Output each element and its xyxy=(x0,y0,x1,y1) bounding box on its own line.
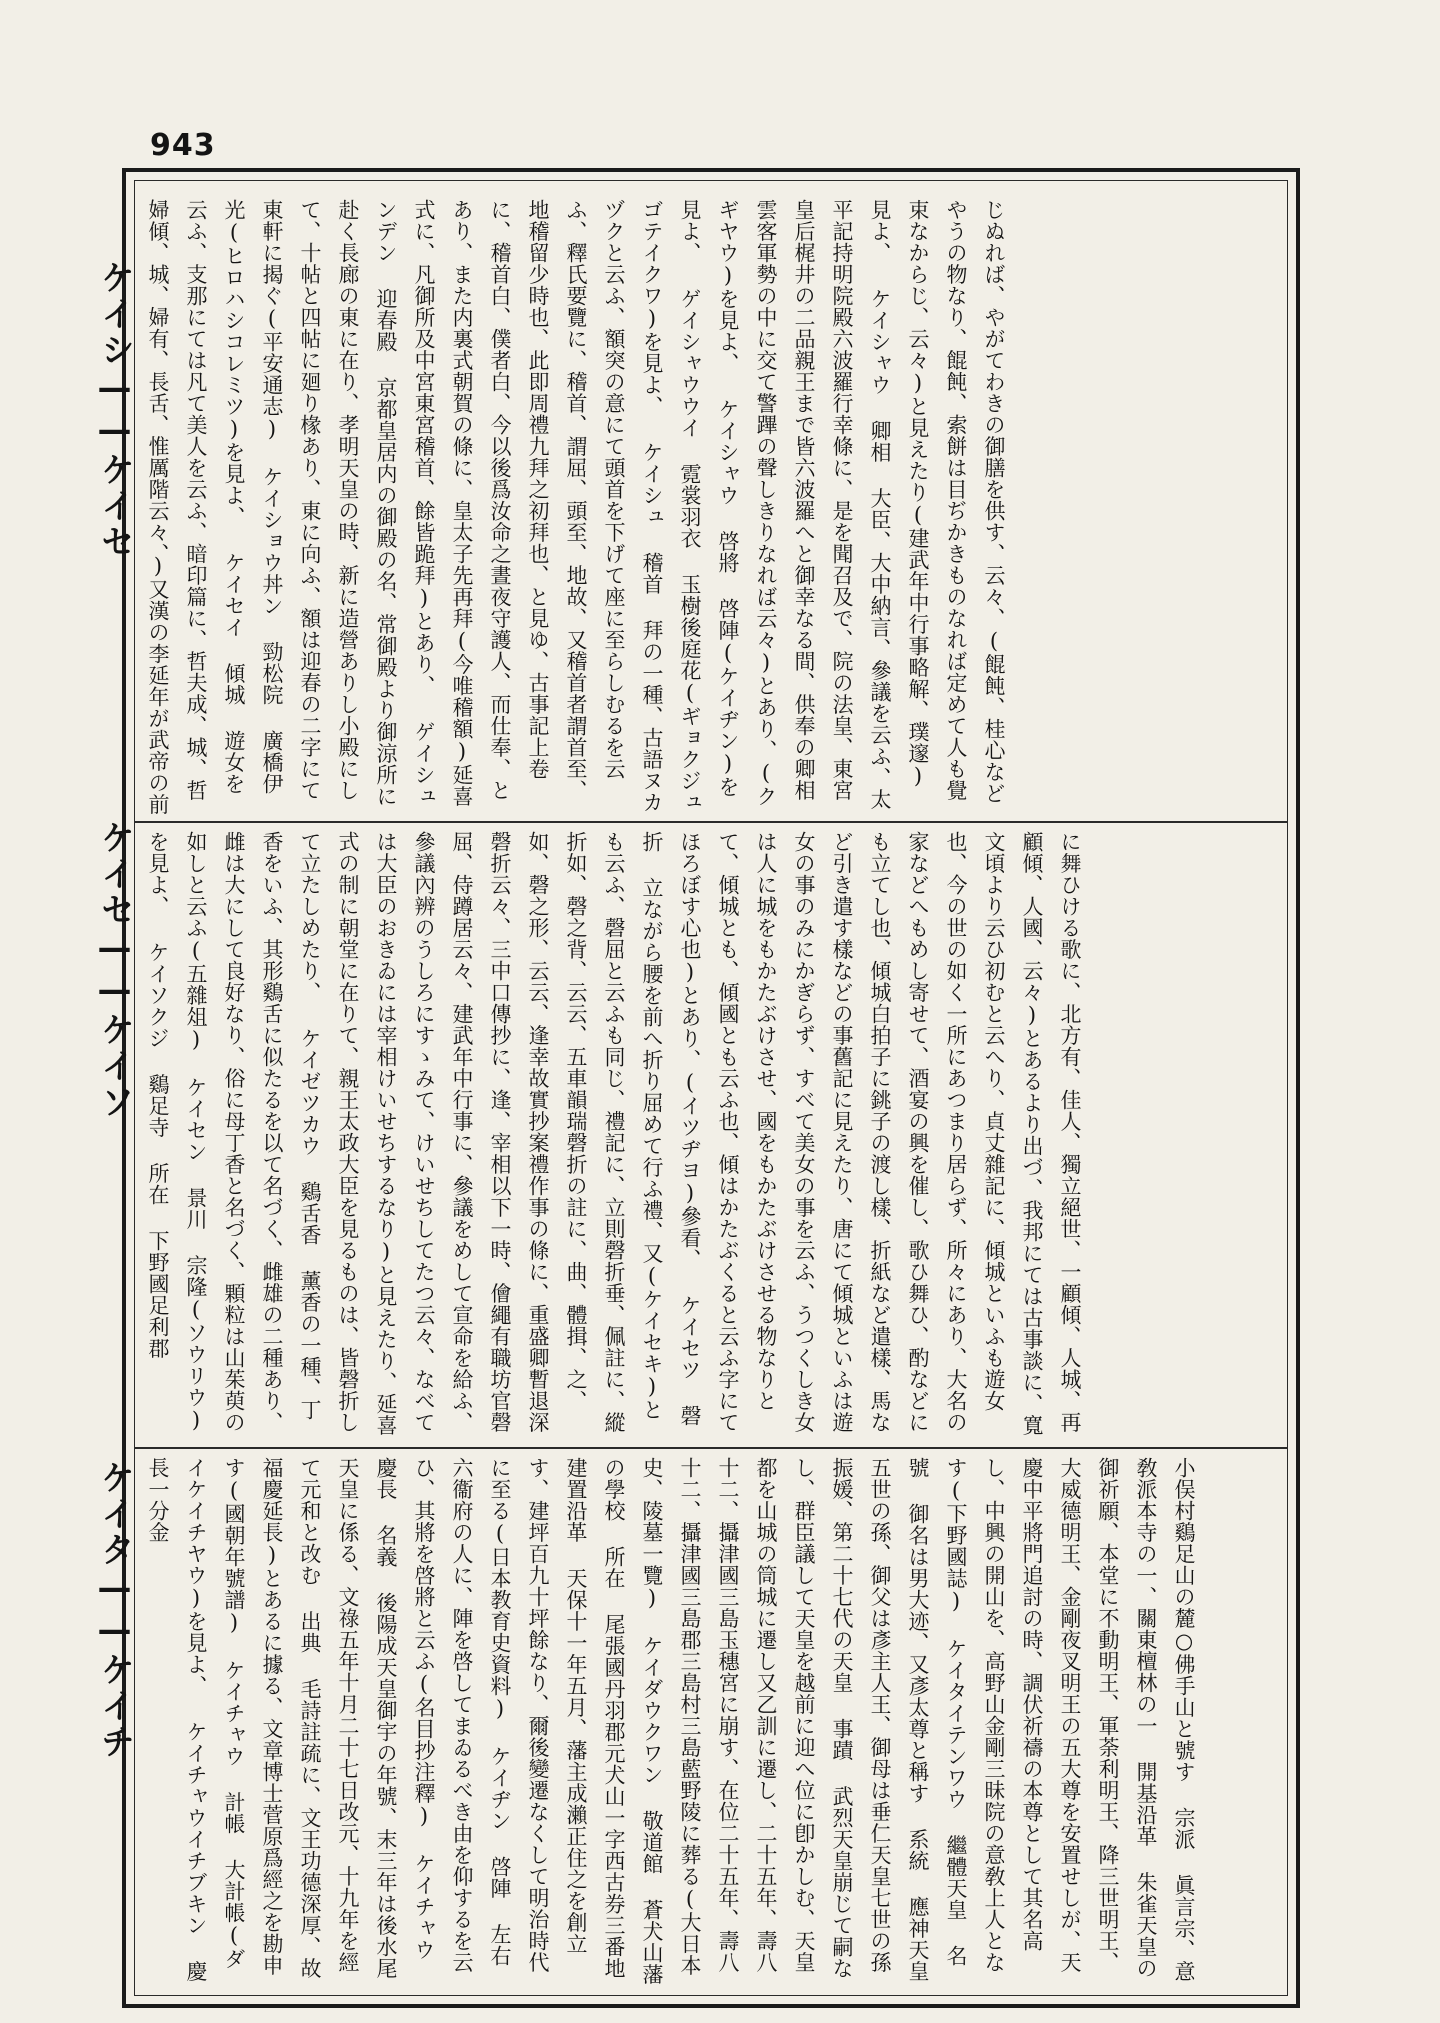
band-header-2: ケイセ——ケイソ xyxy=(94,820,135,1120)
band-divider-2 xyxy=(135,1447,1287,1449)
page-number: 943 xyxy=(150,128,216,163)
page-frame xyxy=(122,168,1300,2008)
band-2 xyxy=(139,831,1299,1441)
band-1 xyxy=(139,199,1299,815)
band-3-text: 小俣村鷄足山の麓○佛手山と號す 宗派 眞言宗、意敎派本寺の一、關東檀林の一 開基沿革 朱雀天皇の御祈願、本堂に不動明王、軍荼利明王、降三世明王、大威德明王、金剛夜叉明王の五大尊を安置せしが、天慶中平將門追討の時、調伏祈禱の本尊として其名高し、中興の開山を、高野山金剛三昧院の意敎上人となす(下野國誌) ケイタイテンワウ 繼體天皇 名號 御名は男大迹、又彥太尊と稱す 系統 應神天皇五世の孫、御父は彥主人王、御母は垂仁天皇七世の孫振媛、第二十七代の天皇 事蹟 武烈天皇崩じて嗣なし、群臣議して天皇を越前に迎へ位に卽かしむ、天皇都を山城の筒城に遷し又乙訓に遷し、二十五年、壽八十二、攝津國三島玉穗宮に崩す、在位二十五年、壽八十二、攝津國三島郡三島村三島藍野陵に葬る(大日本史、陵墓一覽) ケイダウクワン 敬道館 蒼犬山藩の學校 所在 尾張國丹羽郡元犬山一字西古券三番地 建置沿革 天保十一年五月、藩主成瀨正住之を創立す、建坪百九十坪餘なり、爾後變遷なくして明治時代に至る(日本教育史資料) ケイヂン 啓陣 左右六衞府の人に、陣を啓してまゐるべき由を仰するを云ひ、其將を啓將と云ふ(名目抄注釋) ケイチャウ 慶長 名義 後陽成天皇御宇の年號、末三年は後水尾天皇に係る、文祿五年十月二十七日改元、十九年を經て元和と改む 出典 毛詩註疏に、文王功德深厚、故福慶延長)とあるに據る、文章博士菅原爲經之を勘申す(國朝年號譜) ケイチャウ 計帳 大計帳(ダイケイチヤウ)を見よ、 ケイチャウイチブキン 慶長一分金 xyxy=(146,1457,1196,1985)
band-divider-1 xyxy=(135,821,1287,823)
page-frame-inner xyxy=(134,180,1288,1996)
band-3 xyxy=(139,1457,1299,1987)
band-header-1: ケイシ——ケイセ xyxy=(94,260,135,560)
band-2-text: に舞ひける歌に、北方有、佳人、獨立絕世、一顧傾、人城、再顧傾、人國、云々)とあるより出づ、我邦にては古事談に、寬文頃より云ひ初むと云へり、貞丈雜記に、傾城といふも遊女也、今の世の如く一所にあつまり居らず、所々にあり、大名の家などへもめし寄せて、酒宴の興を催し、歌ひ舞ひ、酌などにも立てし也、傾城白拍子に銚子の渡し樣、折紙など遣樣、馬など引き遣す樣などの事舊記に見えたり、唐にて傾城といふは遊女の事のみにかぎらず、すべて美女の事を云ふ、うつくしき女は人に城をもかたぶけさせ、國をもかたぶけさせる物なりとて、傾城とも、傾國とも云ふ也、傾はかたぶくると云ふ字にてほろぼす心也)とあり、(イツヂヨ)參看、 ケイセツ 磬折 立ながら腰を前へ折り屈めて行ふ禮、又(ケイセキ)とも云ふ、磬屈と云ふも同じ、禮記に、立則磬折垂、佩註に、縱折如、磬之背、云云、五車韻瑞磬折の註に、曲、體揖、之、如、磬之形、云云、逢幸故實抄案禮作事の條に、重盛卿暫退深磬折云々、三中口傳抄に、逢、宰相以下一時、儈繩有職坊官磬屈、侍蹲居云々、建武年中行事に、參議をめして宣命を給ふ、參議內辨のうしろにすゝみて、けいせちしてたつ云々、なべては大臣のおきゐには宰相けいせちするなり)と見えたり、延喜式の制に朝堂に在りて、親王太政大臣を見るものは、皆磬折して立たしめたり、 ケイゼツカウ 鷄舌香 薰香の一種、丁香をいふ、其形鷄舌に似たるを以て名づく、雌雄の二種あり、雌は大にして良好なり、俗に母丁香と名づく、顆粒は山茱萸の如しと云ふ(五雜俎) ケイセン 景川 宗隆(ソウリウ)を見よ、 ケイソクジ 鷄足寺 所在 下野國足利郡 xyxy=(146,831,1082,1436)
band-1-text: じぬれば、やがてわきの御膳を供す、云々、(餛飩、桂心などやうの物なり、餛飩、索餅は目ぢかきものなれば定めて人も覺束なからじ、云々)と見えたり(建武年中行事略解、璞邃) 見よ、 ケイシャウ 卿相 大臣、大中納言、參議を云ふ、太平記持明院殿六波羅行幸條に、是を聞召及で、院の法皇、東宮皇后梶井の二品親王まで皆六波羅へと御幸なる間、供奉の卿相雲客軍勢の中に交て警蹕の聲しきりなれば云々)とあり、(クギヤウ)を見よ、 ケイシャウ 啓將 啓陣(ケイヂン)を見よ、 ゲイシャウウイ 霓裳羽衣 玉樹後庭花(ギョクジュゴテイクワ)を見よ、 ケイシュ 稽首 拜の一種、古語ヌカヅクと云ふ、額突の意にて頭首を下げて座に至らしむるを云ふ、釋氏要覽に、稽首、謂屈、頭至、地故、又稽首者謂首至、地稽留少時也、此即周禮九拜之初拜也、と見ゆ、古事記上卷に、稽首白、僕者白、今以後爲汝命之晝夜守護人、而仕奉、とあり、また内裏式朝賀の條に、皇太子先再拜(今唯稽額)延喜式に、凡御所及中宮東宮稽首、餘皆跪拜)とあり、 ゲイシュンデン 迎春殿 京都皇居内の御殿の名、常御殿より御涼所に赴く長廊の東に在り、孝明天皇の時、新に造營ありし小殿にして、十帖と四帖に廻り椽あり、東に向ふ、額は迎春の二字にて東軒に揭ぐ(平安通志) ケイショウ丼ン 勁松院 廣橋伊光(ヒロハシコレミツ)を見よ、 ケイセイ 傾城 遊女を云ふ、支那にては凡て美人を云ふ、暗印篇に、哲夫成、城、哲婦傾、城、婦有、長舌、惟厲階云々、)又漢の李延年が武帝の前 xyxy=(146,199,1006,815)
band-header-3: ケイタ——ケイチ xyxy=(94,1460,135,1760)
